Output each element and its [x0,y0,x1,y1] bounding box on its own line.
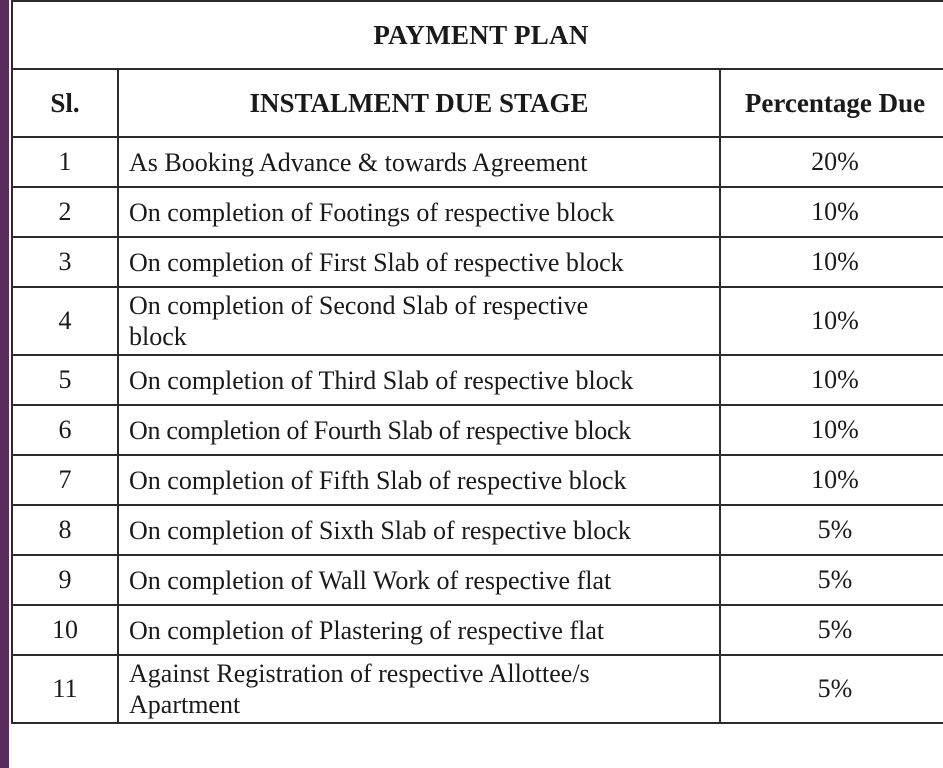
row-sl: 8 [12,505,118,555]
row-sl: 10 [12,605,118,655]
row-stage: On completion of Footings of respective block [118,187,720,237]
row-sl: 5 [12,355,118,405]
row-percentage: 10% [720,405,943,455]
row-sl: 1 [12,137,118,187]
payment-plan-sheet [9,0,943,768]
row-sl: 7 [12,455,118,505]
row-percentage: 5% [720,505,943,555]
row-percentage: 5% [720,555,943,605]
table-row [12,237,943,287]
row-percentage: 10% [720,287,943,355]
row-stage: On completion of Second Slab of respective block [118,287,720,355]
row-sl: 3 [12,237,118,287]
row-stage: Against Registration of respective Allottee/s Apartment [118,655,720,723]
header-percentage: Percentage Due [720,69,943,137]
row-sl: 2 [12,187,118,237]
table-row [12,137,943,187]
header-stage: INSTALMENT DUE STAGE [118,69,720,137]
left-edge-bar [0,0,9,768]
table-row [12,355,943,405]
table-row [12,555,943,605]
row-percentage: 20% [720,137,943,187]
row-percentage: 10% [720,237,943,287]
row-sl: 9 [12,555,118,605]
row-sl: 6 [12,405,118,455]
table-row [12,455,943,505]
table-row [12,655,943,723]
header-row [12,69,943,137]
title-row [12,1,943,69]
row-sl: 11 [12,655,118,723]
row-percentage: 5% [720,605,943,655]
row-percentage: 5% [720,655,943,723]
row-stage: On completion of Plastering of respective flat [118,605,720,655]
table-row [12,405,943,455]
table-row [12,287,943,355]
row-stage: On completion of Fourth Slab of respective block [118,405,720,455]
row-stage: As Booking Advance & towards Agreement [118,137,720,187]
row-stage: On completion of Third Slab of respective block [118,355,720,405]
table-title: PAYMENT PLAN [12,1,943,69]
row-stage: On completion of First Slab of respective block [118,237,720,287]
row-percentage: 10% [720,187,943,237]
row-stage: On completion of Wall Work of respective flat [118,555,720,605]
row-percentage: 10% [720,455,943,505]
row-sl: 4 [12,287,118,355]
table-row [12,187,943,237]
row-stage: On completion of Sixth Slab of respective block [118,505,720,555]
table-row [12,505,943,555]
header-sl: Sl. [12,69,118,137]
row-percentage: 10% [720,355,943,405]
payment-plan-table [11,0,943,724]
row-stage: On completion of Fifth Slab of respective block [118,455,720,505]
table-row [12,605,943,655]
